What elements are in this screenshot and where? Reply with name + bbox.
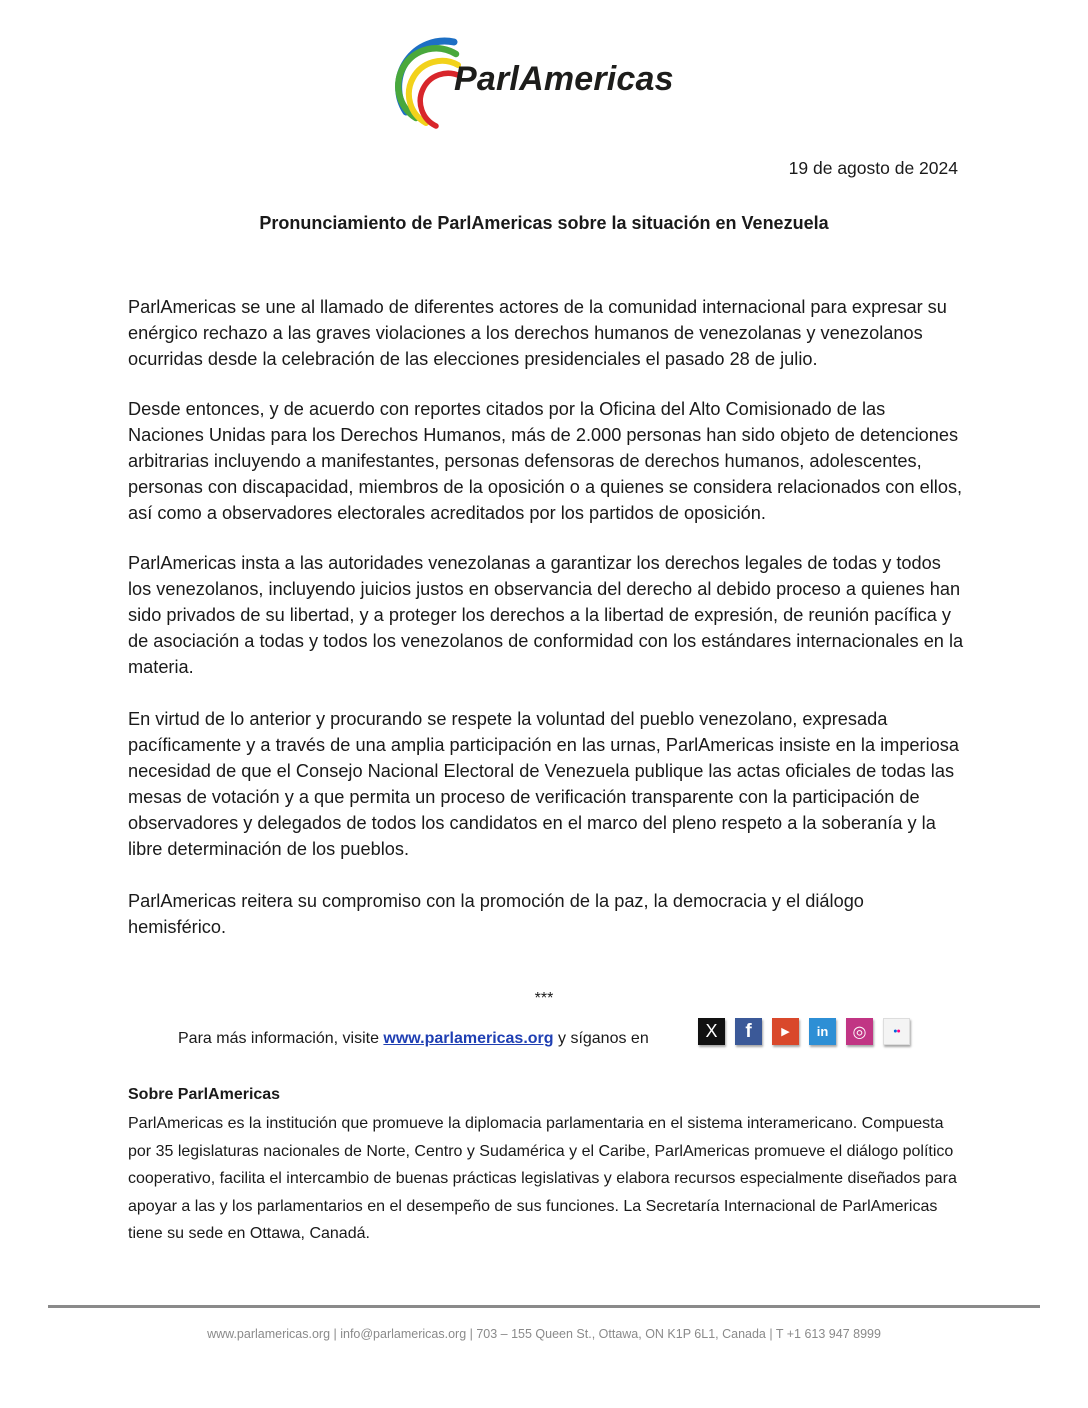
contact-prefix: Para más información, visite: [178, 1030, 384, 1047]
section-separator: ***: [534, 990, 554, 1007]
social-icons: [698, 1018, 910, 1045]
footer-divider: [48, 1305, 1040, 1308]
x-icon[interactable]: X: [698, 1018, 725, 1045]
document-date: 19 de agosto de 2024: [788, 158, 958, 178]
document-title: Pronunciamiento de ParlAmericas sobre la situación en Venezuela: [259, 213, 829, 233]
facebook-icon[interactable]: f: [735, 1018, 762, 1045]
parlamericas-logo: [392, 34, 702, 134]
contact-line: [178, 1030, 649, 1048]
paragraph: ParlAmericas se une al llamado de diferentes actores de la comunidad internacional para expresar su enérgico rechazo a las graves violaciones a los derechos humanos de venezolanas y venezolanos ocurridas desde la celebración de las elecciones presidenciales el pasado 28 de julio.: [128, 297, 947, 369]
flickr-icon[interactable]: ● ●: [883, 1018, 910, 1045]
logo-wordmark: ParlAmericas: [454, 60, 674, 98]
about-text: ParlAmericas es la institución que promueve la diplomacia parlamentaria en el sistema interamericano. Compuesta por 35 legislaturas nacionales de Norte, Centro y Sudamérica y el Caribe, ParlAmericas promueve el diálogo político cooperativo, facilita el intercambio de buenas prácticas legislativas y elabora recursos especialmente diseñados para apoyar a las y los parlamentarios en el desempeño de sus funciones. La Secretaría Internacional de ParlAmericas tiene su sede en Ottawa, Canadá.: [128, 1115, 957, 1242]
paragraph: ParlAmericas reitera su compromiso con la promoción de la paz, la democracia y el diálogo hemisférico.: [128, 891, 864, 937]
contact-suffix: y síganos en: [553, 1030, 649, 1047]
about-heading: Sobre ParlAmericas: [128, 1086, 281, 1103]
paragraph: ParlAmericas insta a las autoridades venezolanas a garantizar los derechos legales de todas y todos los venezolanos, incluyendo juicios justos en observancia del derecho al debido proceso a quienes han sido privados de su libertad, y a proteger los derechos a la libertad de expresión, de reunión pacífica y de asociación a todas y todos los venezolanos de conformidad con los estándares internacionales en la materia.: [128, 553, 964, 677]
footer-contact: www.parlamericas.org | info@parlamericas.org | 703 – 155 Queen St., Ottawa, ON K1P 6L1, Canada | T +1 613 947 8999: [207, 1327, 881, 1341]
paragraph: Desde entonces, y de acuerdo con reportes citados por la Oficina del Alto Comisionado de las Naciones Unidas para los Derechos Humanos, más de 2.000 personas han sido objeto de detenciones arbitrarias incluyendo a manifestantes, personas defensoras de derechos humanos, adolescentes, personas con discapacidad, miembros de la oposición o a quienes se considera relacionados con ellos, así como a observadores electorales acreditados por los partidos de oposición.: [128, 399, 963, 523]
linkedin-icon[interactable]: in: [809, 1018, 836, 1045]
website-link[interactable]: www.parlamericas.org: [383, 1030, 554, 1047]
logo-arcs-icon: [392, 34, 462, 134]
youtube-icon[interactable]: ▶: [772, 1018, 799, 1045]
statement-body: [128, 294, 964, 940]
paragraph: En virtud de lo anterior y procurando se respete la voluntad del pueblo venezolano, expresada pacíficamente y a través de una amplia participación en las urnas, ParlAmericas insiste en la imperiosa necesidad de que el Consejo Nacional Electoral de Venezuela publique las actas oficiales de todas las mesas de votación y a que permita un proceso de verificación transparente con la participación de observadores y delegados de todos los candidatos en el marco del pleno respeto a la soberanía y la libre determinación de los pueblos.: [128, 709, 959, 859]
instagram-icon[interactable]: ◎: [846, 1018, 873, 1045]
